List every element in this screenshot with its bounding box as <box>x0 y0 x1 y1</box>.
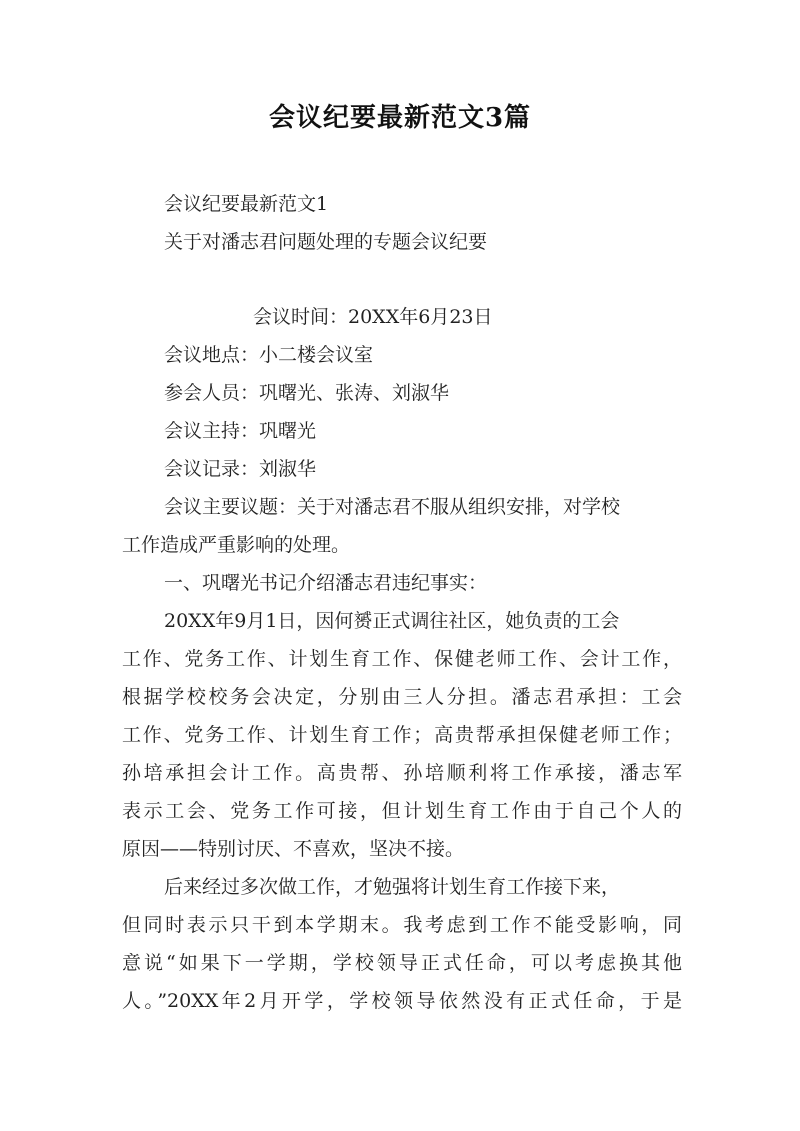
meeting-attendees: 参会人员：巩曙光、张涛、刘淑华 <box>164 382 450 404</box>
body-paragraph-1-line-1: 20XX年9月1日，因何赟正式调往社区，她负责的工会 <box>164 610 620 632</box>
body-paragraph-1-line-4: 工作、党务工作、计划生育工作；高贵帮承担保健老师工作； <box>122 724 682 746</box>
body-paragraph-1-line-5: 孙培承担会计工作。高贵帮、孙培顺利将工作承接，潘志军 <box>122 762 682 784</box>
body-paragraph-1-line-7: 原因——特别讨厌、不喜欢，坚决不接。 <box>122 838 465 860</box>
body-paragraph-2-line-1: 后来经过多次做工作，才勉强将计划生育工作接下来， <box>164 876 621 898</box>
meeting-location: 会议地点：小二楼会议室 <box>164 344 374 366</box>
body-paragraph-1-line-6: 表示工会、党务工作可接，但计划生育工作由于自己个人的 <box>122 800 682 822</box>
meeting-recorder: 会议记录：刘淑华 <box>164 458 317 480</box>
section-heading-1: 会议纪要最新范文1 <box>164 193 329 215</box>
document-title: 会议纪要最新范文3篇 <box>268 103 532 133</box>
section-heading-violation: 一、巩曙光书记介绍潘志君违纪事实： <box>164 572 488 594</box>
body-paragraph-2-line-3: 意说“如果下一学期，学校领导正式任命，可以考虑换其他 <box>122 952 682 974</box>
meeting-topic-line-1: 会议主要议题：关于对潘志君不服从组织安排，对学校 <box>164 496 621 518</box>
meeting-topic-line-2: 工作造成严重影响的处理。 <box>122 534 351 556</box>
meeting-subject-title: 关于对潘志君问题处理的专题会议纪要 <box>164 231 488 253</box>
meeting-time: 会议时间：20XX年6月23日 <box>253 306 493 328</box>
body-paragraph-2-line-2: 但同时表示只干到本学期末。我考虑到工作不能受影响，同 <box>122 914 682 936</box>
body-paragraph-1-line-3: 根据学校校务会决定，分别由三人分担。潘志君承担：工会 <box>122 686 682 708</box>
body-paragraph-2-line-4: 人。”20XX年2月开学，学校领导依然没有正式任命，于是 <box>122 990 682 1012</box>
meeting-host: 会议主持：巩曙光 <box>164 420 317 442</box>
body-paragraph-1-line-2: 工作、党务工作、计划生育工作、保健老师工作、会计工作， <box>122 648 682 670</box>
